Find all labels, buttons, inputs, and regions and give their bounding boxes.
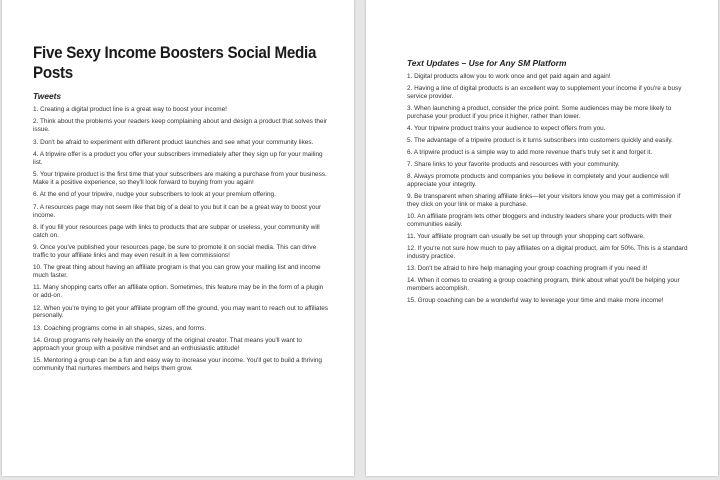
list-item: 6. At the end of your tripwire, nudge your subscribers to look at your premium offering. [33,191,276,199]
list-item: 12. If you're not sure how much to pay affiliates on a digital product, aim for 50%. This is a standard industry practice. [407,245,688,260]
list-item: 13. Don't be afraid to hire help managing your group coaching program if you need it! [407,264,648,272]
list-item: 7. A resources page may not seem like that big of a deal to you but it can be a great way to boost your income. [33,203,322,219]
list-item: 14. Group programs rely heavily on the energy of the original creator. That means you'll want to approach your group with a positive mindset and an enthusiastic attitude! [33,337,302,353]
list-item: 4. A tripwire offer is a product you offer your subscribers immediately after they sign up for your mailing list. [33,150,323,166]
list-item: 5. Your tripwire product is the first time that your subscribers are making a purchase from your business. Make it a positive experience, so they'll look forward to buying from you again! [33,171,327,186]
list-item: 15. Mentoring a group can be a fun and easy way to increase your income. You'll get to build a thriving community that nurtures members and helps them grow. [33,357,322,373]
list-item: 15. Group coaching can be a wonderful way to leverage your time and make more income! [407,296,664,304]
list-item: 5. The advantage of a tripwire product is it turns subscribers into customers quickly and easily. [407,136,673,144]
list-item: 2. Think about the problems your readers keep complaining about and design a product that solves their issue. [33,118,328,134]
list-item: 8. If you fill your resources page with links to products that are subpar or useless, your community will catch on. [33,223,320,239]
text-updates-list [407,73,692,305]
document-page-right [366,0,718,476]
list-item: 8. Always promote products and companies you believe in completely and your audience will appreciate your integrity. [407,173,669,189]
list-item: 3. Don't be afraid to experiment with different product launches and see what your community likes. [33,138,314,146]
list-item: 4. Your tripwire product trains your audience to expect offers from you. [407,124,606,132]
list-item: 9. Once you've published your resources page, be sure to promote it on social media. This can drive traffic to your affiliate links and may even result in a few commissions! [33,244,317,259]
list-item: 1. Digital products allow you to work once and get paid again and again! [407,73,611,80]
tweets-list [33,106,330,373]
list-item: 2. Having a line of digital products is an excellent way to supplement your income if you're a busy service provider. [407,85,682,100]
list-item: 13. Coaching programs come in all shapes, sizes, and forms. [33,324,206,332]
list-item: 11. Your affiliate program can usually be set up through your shopping cart software. [407,232,645,240]
list-item: 7. Share links to your favorite products and resources with your community. [407,161,620,169]
list-item: 14. When it comes to creating a group coaching program, think about what you'll be helping your members accomplish. [407,277,680,292]
list-item: 9. Be transparent when sharing affiliate links—let your visitors know you may get a commission if they click on your link or make a purchase. [407,193,681,208]
list-item: 10. The great thing about having an affiliate program is that you can grow your mailing list and income much faster. [33,264,321,280]
list-item: 1. Creating a digital product line is a great way to boost your income! [33,106,227,113]
section-heading-text-updates: Text Updates – Use for Any SM Platform [407,58,567,68]
document-title: Five Sexy Income Boosters Social Media Posts [33,44,317,82]
list-item: 3. When launching a product, consider the price point. Some audiences may be more likely to purchase your product if you price it higher, rather than lower. [407,104,672,120]
document-page-left [2,0,354,476]
section-heading-tweets: Tweets [33,91,62,101]
list-item: 6. A tripwire product is a simple way to add more revenue that's truly set it and forget it. [407,149,653,157]
list-item: 10. An affiliate program lets other bloggers and industry leaders share your products with their communities easily. [407,213,672,228]
list-item: 11. Many shopping carts offer an affiliate option. Sometimes, this feature may be in the form of a plugin or add-on. [33,284,324,300]
list-item: 12. When you're trying to get your affiliate program off the ground, you may want to reach out to affiliates personally. [33,304,329,320]
